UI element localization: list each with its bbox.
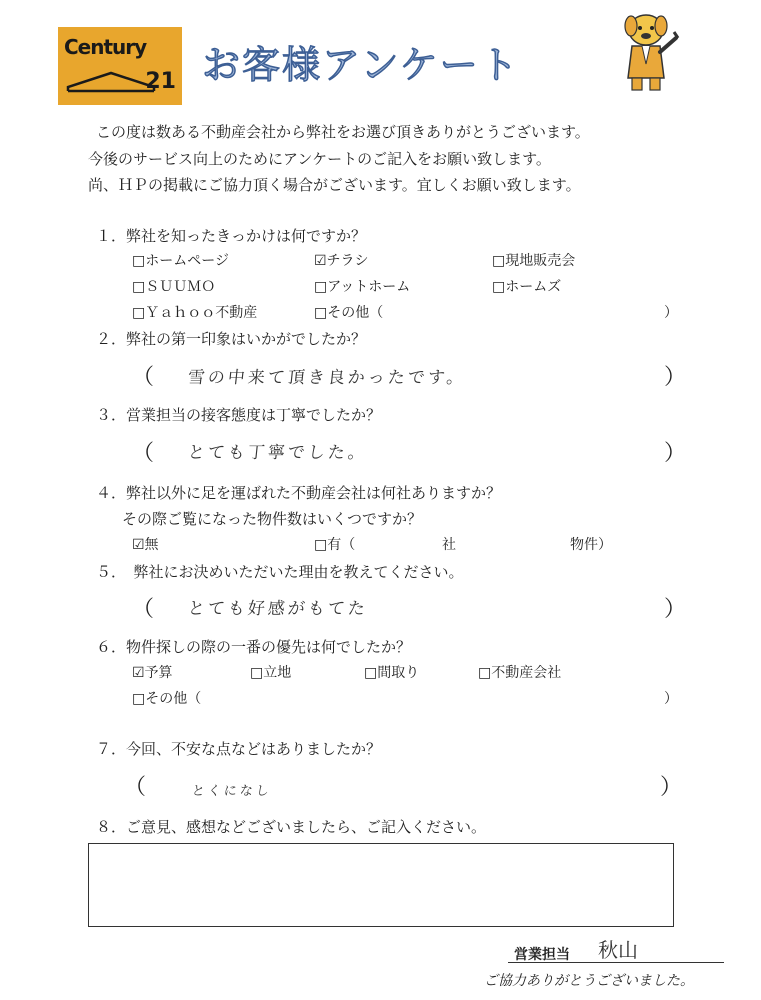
staff-name[interactable]: 秋山 <box>598 938 638 962</box>
q4-companies-unit: 社 <box>442 537 456 553</box>
q7-close-paren: ） <box>660 775 683 800</box>
q1-option-yahoo[interactable]: □Ｙａｈｏｏ不動産 <box>132 305 258 321</box>
staff-label: 営業担当 <box>514 947 570 963</box>
intro-line-2: 今後のサービス向上のためにアンケートのご記入をお願い致します。 <box>88 150 551 168</box>
q2-open-paren: （ <box>132 365 155 390</box>
logo-word: Century <box>64 35 147 59</box>
q1-option-homepage[interactable]: □ホームページ <box>132 253 229 269</box>
q7-open-paren: （ <box>124 775 147 800</box>
thanks-message: ご協力ありがとうございました。 <box>484 973 694 989</box>
q1-option-other[interactable]: □その他（ <box>314 305 384 321</box>
question-7: ７．今回、不安な点などはありましたか？ <box>96 740 382 758</box>
q1-other-close: ） <box>664 305 678 321</box>
q3-close-paren: ） <box>664 441 687 466</box>
q1-option-flyer[interactable]: ☑チラシ <box>314 253 369 269</box>
staff-signature-line <box>508 962 724 963</box>
question-6: ６．物件探しの際の一番の優先は何でしたか？ <box>96 638 412 656</box>
question-2: ２．弊社の第一印象はいかがでしたか？ <box>96 330 367 348</box>
q7-answer[interactable]: とくになし <box>191 784 273 799</box>
q2-close-paren: ） <box>664 365 687 390</box>
question-3: ３．営業担当の接客態度は丁寧でしたか？ <box>96 406 382 424</box>
q5-open-paren: （ <box>132 597 155 622</box>
q1-option-homes[interactable]: □ホームズ <box>492 279 562 295</box>
q1-option-athome[interactable]: □アットホーム <box>314 279 411 295</box>
q6-other-close: ） <box>664 691 678 707</box>
question-5: ５． 弊社にお決めいただいた理由を教えてください。 <box>96 563 464 581</box>
q6-option-other[interactable]: □その他（ <box>132 691 202 707</box>
q2-answer[interactable]: 雪の中来て頂き良かったです。 <box>186 368 468 388</box>
q5-close-paren: ） <box>664 597 687 622</box>
logo-number: 21 <box>145 69 176 94</box>
question-1: １．弊社を知ったきっかけは何ですか？ <box>96 227 367 245</box>
dog-mascot-icon <box>618 8 684 94</box>
q4-option-none[interactable]: ☑無 <box>132 537 159 553</box>
q4-option-yes[interactable]: □有（ <box>314 537 356 553</box>
q3-open-paren: （ <box>132 441 155 466</box>
page-title: お客様アンケート <box>202 43 520 87</box>
question-4-sub: その際ご覧になった物件数はいくつですか？ <box>122 510 423 528</box>
q1-option-local-sale[interactable]: □現地販売会 <box>492 253 576 269</box>
comment-box[interactable] <box>88 843 674 927</box>
q6-option-location[interactable]: □立地 <box>250 665 292 681</box>
century21-logo <box>58 27 182 105</box>
q6-option-budget[interactable]: ☑予算 <box>132 665 173 681</box>
question-8: ８．ご意見、感想などございましたら、ご記入ください。 <box>96 818 487 836</box>
house-roof-icon <box>66 71 156 93</box>
intro-line-3: 尚、ＨＰの掲載にご協力頂く場合がございます。宜しくお願い致します。 <box>88 176 581 194</box>
q6-option-layout[interactable]: □間取り <box>364 665 420 681</box>
question-4: ４．弊社以外に足を運ばれた不動産会社は何社ありますか？ <box>96 484 502 502</box>
q5-answer[interactable]: とても好感がもてた <box>186 599 369 619</box>
q4-properties-unit: 物件） <box>570 537 612 553</box>
q1-option-suumo[interactable]: □ＳＵＵＭＯ <box>132 279 216 295</box>
intro-line-1: この度は数ある不動産会社から弊社をお選び頂きありがとうございます。 <box>96 123 590 141</box>
q3-answer[interactable]: とても丁寧でした。 <box>186 443 369 463</box>
q6-option-company[interactable]: □不動産会社 <box>478 665 562 681</box>
